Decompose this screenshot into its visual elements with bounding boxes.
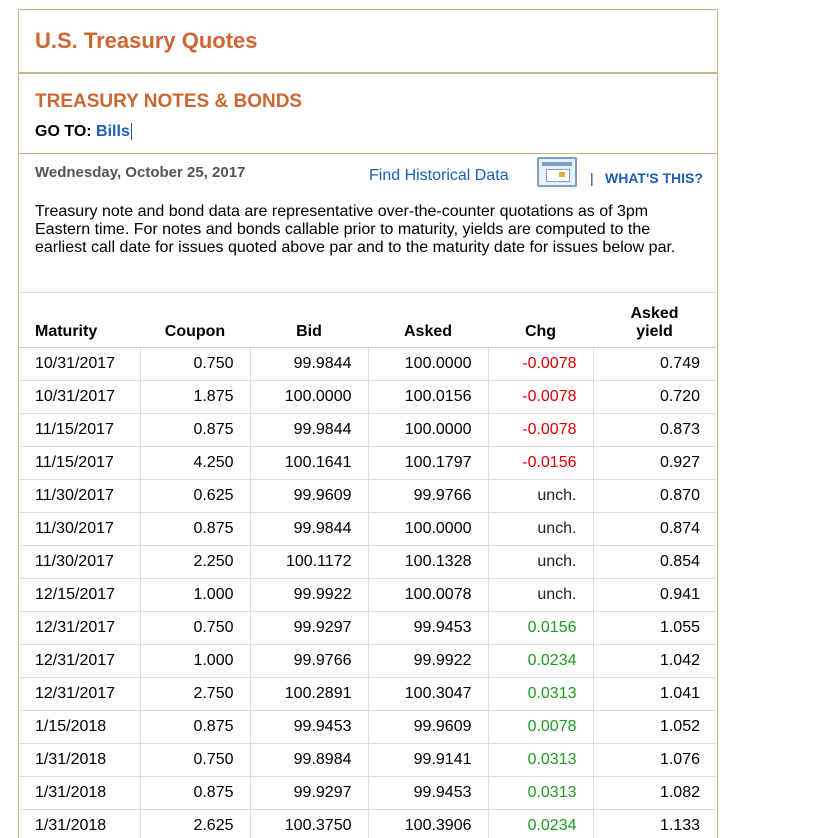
table-row	[19, 579, 716, 612]
bid-cell: 99.9922	[250, 579, 368, 612]
table-row	[19, 612, 716, 645]
yield-cell: 0.870	[593, 480, 716, 513]
maturity-cell: 12/31/2017	[19, 678, 140, 711]
coupon-cell: 2.750	[140, 678, 250, 711]
coupon-cell: 0.750	[140, 744, 250, 777]
goto-nav	[35, 123, 132, 141]
table-row	[19, 744, 716, 777]
maturity-cell: 11/30/2017	[19, 546, 140, 579]
yield-cell: 0.927	[593, 447, 716, 480]
chg-cell: -0.0156	[488, 447, 593, 480]
asked-cell: 99.9922	[368, 645, 488, 678]
find-historical-data-link[interactable]: Find Historical Data	[369, 167, 509, 184]
yield-cell: 0.874	[593, 513, 716, 546]
table-row	[19, 414, 716, 447]
maturity-cell: 1/31/2018	[19, 810, 140, 838]
yield-cell: 1.133	[593, 810, 716, 838]
table-header-row	[19, 293, 716, 348]
maturity-cell: 1/31/2018	[19, 744, 140, 777]
table-row	[19, 348, 716, 381]
maturity-cell: 11/15/2017	[19, 447, 140, 480]
col-bid: Bid	[250, 293, 368, 348]
description-text: Treasury note and bond data are representative over-the-counter quotations as of 3pm Eastern time. For notes and bonds callable prior to maturity, yields are computed to the earliest call date for issues quoted above par and to the maturity date for issues below par.	[35, 203, 676, 256]
yield-cell: 0.749	[593, 348, 716, 381]
chg-cell: 0.0156	[488, 612, 593, 645]
coupon-cell: 1.875	[140, 381, 250, 414]
section-title: TREASURY NOTES & BONDS	[35, 91, 303, 112]
bid-cell: 99.9844	[250, 348, 368, 381]
quote-date: Wednesday, October 25, 2017	[35, 164, 246, 181]
title-box	[19, 9, 717, 74]
yield-cell: 1.052	[593, 711, 716, 744]
quotes-table	[19, 293, 716, 838]
bid-cell: 99.9766	[250, 645, 368, 678]
chg-cell: 0.0234	[488, 810, 593, 838]
maturity-cell: 12/15/2017	[19, 579, 140, 612]
goto-label: GO TO:	[35, 123, 92, 140]
table-row	[19, 678, 716, 711]
whats-this-link[interactable]: WHAT'S THIS?	[605, 170, 703, 186]
asked-cell: 99.9766	[368, 480, 488, 513]
coupon-cell: 0.875	[140, 777, 250, 810]
maturity-cell: 1/31/2018	[19, 777, 140, 810]
asked-cell: 99.9453	[368, 777, 488, 810]
asked-cell: 99.9453	[368, 612, 488, 645]
chg-cell: -0.0078	[488, 414, 593, 447]
chg-cell: unch.	[488, 513, 593, 546]
quotes-table-area	[19, 292, 717, 838]
coupon-cell: 1.000	[140, 645, 250, 678]
table-row	[19, 447, 716, 480]
table-row	[19, 546, 716, 579]
coupon-cell: 0.875	[140, 711, 250, 744]
bid-cell: 100.2891	[250, 678, 368, 711]
coupon-cell: 2.250	[140, 546, 250, 579]
section-header	[19, 74, 717, 154]
coupon-cell: 0.875	[140, 513, 250, 546]
chg-cell: unch.	[488, 546, 593, 579]
col-chg: Chg	[488, 293, 593, 348]
bid-cell: 99.9844	[250, 414, 368, 447]
coupon-cell: 2.625	[140, 810, 250, 838]
table-row	[19, 777, 716, 810]
bid-cell: 100.1172	[250, 546, 368, 579]
maturity-cell: 11/30/2017	[19, 480, 140, 513]
maturity-cell: 1/15/2018	[19, 711, 140, 744]
asked-cell: 100.0000	[368, 414, 488, 447]
table-row	[19, 513, 716, 546]
table-row	[19, 810, 716, 838]
bid-cell: 99.9453	[250, 711, 368, 744]
info-bar	[19, 153, 717, 192]
yield-cell: 1.055	[593, 612, 716, 645]
coupon-cell: 0.750	[140, 612, 250, 645]
asked-cell: 100.1797	[368, 447, 488, 480]
col-asked-yield	[593, 293, 716, 348]
bid-cell: 99.9297	[250, 612, 368, 645]
yield-cell: 1.041	[593, 678, 716, 711]
yield-cell: 0.854	[593, 546, 716, 579]
calendar-window-icon[interactable]	[537, 157, 577, 187]
coupon-cell: 1.000	[140, 579, 250, 612]
bid-cell: 99.9609	[250, 480, 368, 513]
maturity-cell: 10/31/2017	[19, 348, 140, 381]
asked-cell: 100.3047	[368, 678, 488, 711]
chg-cell: unch.	[488, 579, 593, 612]
chg-cell: 0.0313	[488, 678, 593, 711]
chg-cell: -0.0078	[488, 348, 593, 381]
yield-cell: 1.076	[593, 744, 716, 777]
asked-cell: 100.0078	[368, 579, 488, 612]
maturity-cell: 12/31/2017	[19, 645, 140, 678]
table-row	[19, 480, 716, 513]
bid-cell: 100.1641	[250, 447, 368, 480]
page-title: U.S. Treasury Quotes	[35, 28, 258, 53]
coupon-cell: 4.250	[140, 447, 250, 480]
coupon-cell: 0.750	[140, 348, 250, 381]
bid-cell: 100.0000	[250, 381, 368, 414]
asked-cell: 99.9609	[368, 711, 488, 744]
bid-cell: 99.9844	[250, 513, 368, 546]
separator: |	[590, 170, 594, 186]
yield-cell: 1.042	[593, 645, 716, 678]
bills-link[interactable]: Bills	[96, 123, 130, 140]
maturity-cell: 10/31/2017	[19, 381, 140, 414]
col-asked-yield-line1: Asked	[630, 305, 679, 322]
chg-cell: 0.0313	[488, 777, 593, 810]
asked-cell: 100.1328	[368, 546, 488, 579]
coupon-cell: 0.625	[140, 480, 250, 513]
table-row	[19, 381, 716, 414]
asked-cell: 100.0000	[368, 348, 488, 381]
quotes-panel	[18, 9, 718, 838]
table-row	[19, 711, 716, 744]
bid-cell: 100.3750	[250, 810, 368, 838]
maturity-cell: 11/15/2017	[19, 414, 140, 447]
maturity-cell: 12/31/2017	[19, 612, 140, 645]
yield-cell: 0.873	[593, 414, 716, 447]
asked-cell: 100.0156	[368, 381, 488, 414]
bid-cell: 99.8984	[250, 744, 368, 777]
yield-cell: 1.082	[593, 777, 716, 810]
asked-cell: 99.9141	[368, 744, 488, 777]
maturity-cell: 11/30/2017	[19, 513, 140, 546]
yield-cell: 0.941	[593, 579, 716, 612]
chg-cell: 0.0078	[488, 711, 593, 744]
asked-cell: 100.3906	[368, 810, 488, 838]
chg-cell: 0.0234	[488, 645, 593, 678]
col-maturity: Maturity	[19, 293, 140, 348]
bid-cell: 99.9297	[250, 777, 368, 810]
chg-cell: unch.	[488, 480, 593, 513]
chg-cell: 0.0313	[488, 744, 593, 777]
table-row	[19, 645, 716, 678]
asked-cell: 100.0000	[368, 513, 488, 546]
chg-cell: -0.0078	[488, 381, 593, 414]
yield-cell: 0.720	[593, 381, 716, 414]
col-asked-yield-line2: yield	[636, 323, 673, 340]
coupon-cell: 0.875	[140, 414, 250, 447]
col-coupon: Coupon	[140, 293, 250, 348]
col-asked: Asked	[368, 293, 488, 348]
